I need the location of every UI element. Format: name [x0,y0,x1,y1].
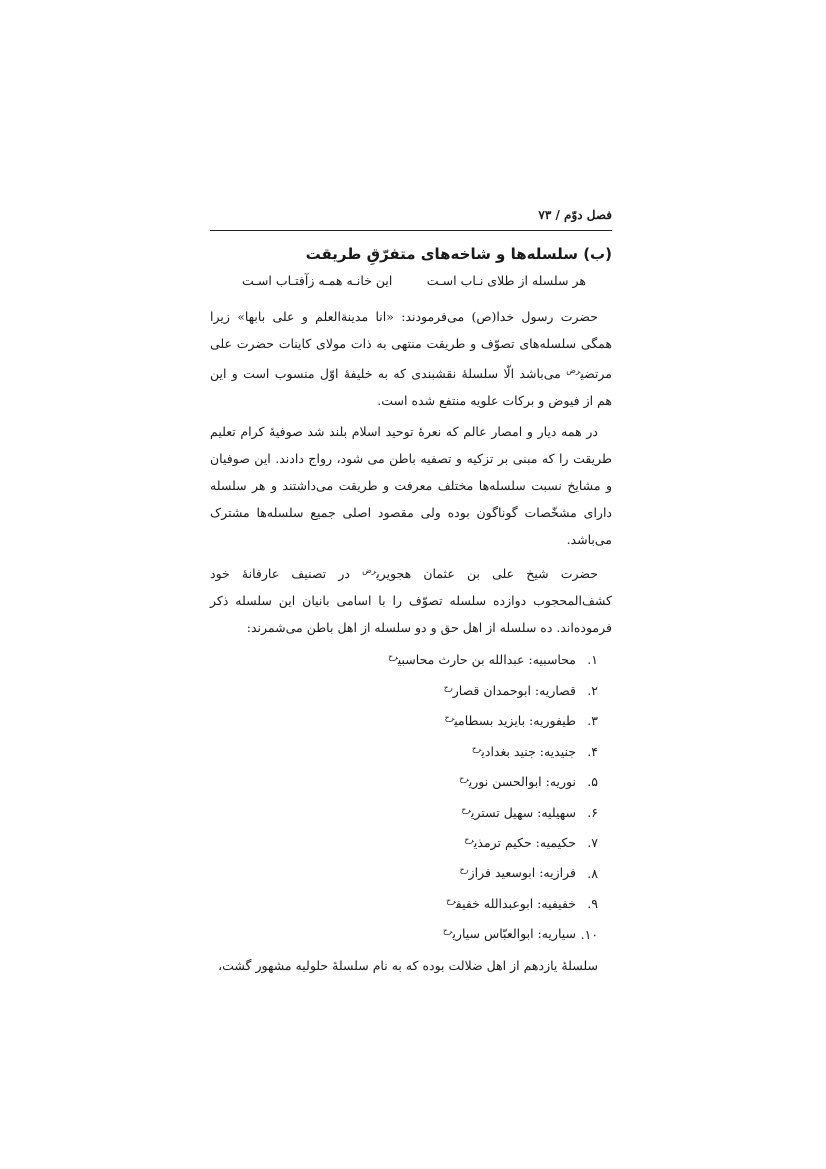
list-item [210,674,598,704]
paragraph-1 [210,303,612,414]
honorific-superscript: رح [444,713,455,723]
honorific-superscript: رح [388,652,398,662]
list-item-text: جنیدیه: جنید بغدادی [481,743,576,759]
book-page [210,200,612,991]
list-item-text: خفیفیه: ابوعبدالله خفیف [455,896,576,912]
closing-paragraph: سلسلهٔ یازدهم از اهل ضلالت بوده که به نام سلسلهٔ حلولیه مشهور گشت، [218,957,598,973]
honorific-superscript: رح [443,682,453,692]
list-item [210,856,598,886]
list-item-text: سهیلیه: سهیل تستری [470,804,576,820]
list-item-text: حکیمیه: حکیم ترمذی [473,835,576,851]
list-item-number: ۷. [587,835,598,851]
list-item-text: نوریه: ابوالحسن نوری [468,774,576,790]
list-item-number: ۳. [587,713,598,729]
list-item-number: ۶. [587,804,598,820]
list-item [210,704,598,734]
sufi-orders-list [210,643,612,948]
verse-hemistich-1: هر سلسله از طلای نـاب اسـت [426,273,586,288]
list-item-number: ۴. [587,743,598,759]
running-header: فصل دوّم / ۷۳ [210,200,612,231]
verse-couplet [210,269,612,293]
honorific-superscript: رح [471,743,482,753]
list-item-text: طیفوریه: بایزید بسطامی [454,713,576,729]
honorific-superscript: رح [446,895,456,905]
honorific-superscript: رض [566,366,581,375]
honorific-superscript: رح [459,865,469,875]
list-item-number: ۱۰. [580,926,598,942]
honorific-superscript: رح [442,926,453,936]
paragraph-3-text-b: در تصنیف عارفانهٔ خود کشف‌المحجوب دوازده سلسله تصوّف را با اسامی بانیان این سلسله ذکر فرموده‌اند. ده سلسله از اهل حق و دو سلسله از اهل باطن می‌شمرند: [210,566,612,636]
list-item-number: ۲. [587,682,598,698]
list-item [210,826,598,856]
paragraph-3 [210,557,612,641]
list-item-text: قصاریه: ابوحمدان قصار [452,682,576,698]
list-item-number: ۵. [587,774,598,790]
honorific-superscript: رح [461,804,471,814]
section-title: (ب) سلسله‌ها و شاخه‌های متفرّقِ طریقت [305,245,612,263]
list-item-number: ۸. [587,865,598,881]
honorific-superscript: رح [459,774,469,784]
paragraph-3-text-a: حضرت شیخ علی بن عثمان هجویری [376,566,598,582]
verse-hemistich-2: این خانـه همـه زآفتـاب اسـت [242,273,393,288]
list-item [210,765,598,795]
list-item [210,643,598,673]
list-item-text: فرازیه: ابوسعید فراز [468,865,576,881]
list-item-text: سیاریه: ابوالعبّاس سیاری [452,926,576,942]
list-item [210,796,598,826]
honorific-superscript: رض [362,566,377,576]
list-item-number: ۱. [587,652,598,668]
honorific-superscript: رح [464,835,474,845]
paragraph-1-text-b: می‌باشد الّا سلسلهٔ نقشبندی که به خلیفهٔ اوّل منسوب است و این هم از فیوض و برکات علویه منتفع شده است. [210,366,612,409]
list-item-number: ۹. [587,896,598,912]
list-item [210,917,598,947]
list-item-text: محاسبیه: عبدالله بن حارث محاسبی [397,652,576,668]
list-item [210,887,598,917]
paragraph-2: در همه دیار و امصار عالم که نعرهٔ توحید اسلام بلند شد صوفیهٔ کرام تعلیم طریقت را که مبنی بر تزکیه و تصفیه باطن می شود، رواج دادند. این صوفیان و مشایخ نسبت سلسله‌ها مختلف معرفت و طریقت می‌داشتند و هر سلسله دارای مشخّصات گوناگون بوده ولی مقصود اصلی جمیع سلسله‌ها مشترک می‌باشد. [210,424,612,548]
list-item [210,735,598,765]
paragraph-1-text-a: حضرت رسول خدا(ص) می‌فرمودند: «انا مدینةالعلم و علی بابها» زیرا همگی سلسله‌های تصوّف و طریقت منتهی به ذات مولای کاینات حضرت علی مرتضی [210,309,612,382]
